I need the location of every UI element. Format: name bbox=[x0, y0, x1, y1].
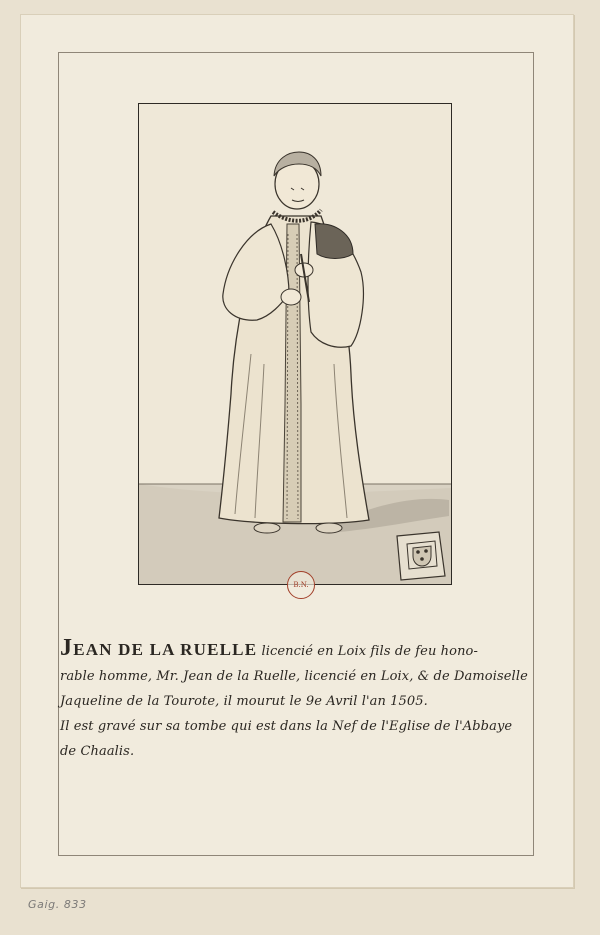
library-stamp bbox=[287, 571, 315, 599]
shelfmark-note: Gaig. 833 bbox=[28, 898, 87, 911]
caption-line-4: Il est gravé sur sa tombe qui est dans la Nef de l'Eglise de l'Abbaye bbox=[60, 719, 513, 734]
name-initial: J bbox=[60, 635, 74, 661]
caption-line-1-text: licencié en Loix fils de feu hono- bbox=[261, 644, 478, 659]
name-rest: EAN DE LA RUELLE bbox=[73, 640, 258, 659]
engraving-frame bbox=[138, 103, 452, 585]
caption-line-2: rable homme, Mr. Jean de la Ruelle, licencié en Loix, & de Damoiselle bbox=[60, 669, 528, 684]
figure-illustration bbox=[139, 104, 451, 584]
caption-line-3: Jaqueline de la Tourote, il mourut le 9e Avril l'an 1505. bbox=[60, 694, 428, 709]
stamp-text: B.N. bbox=[293, 581, 309, 589]
caption-line-1 bbox=[60, 636, 532, 664]
coat-of-arms-plaque bbox=[397, 532, 445, 580]
caption bbox=[60, 636, 532, 764]
subject-name bbox=[60, 635, 258, 661]
caption-line-5: de Chaalis. bbox=[60, 744, 135, 759]
